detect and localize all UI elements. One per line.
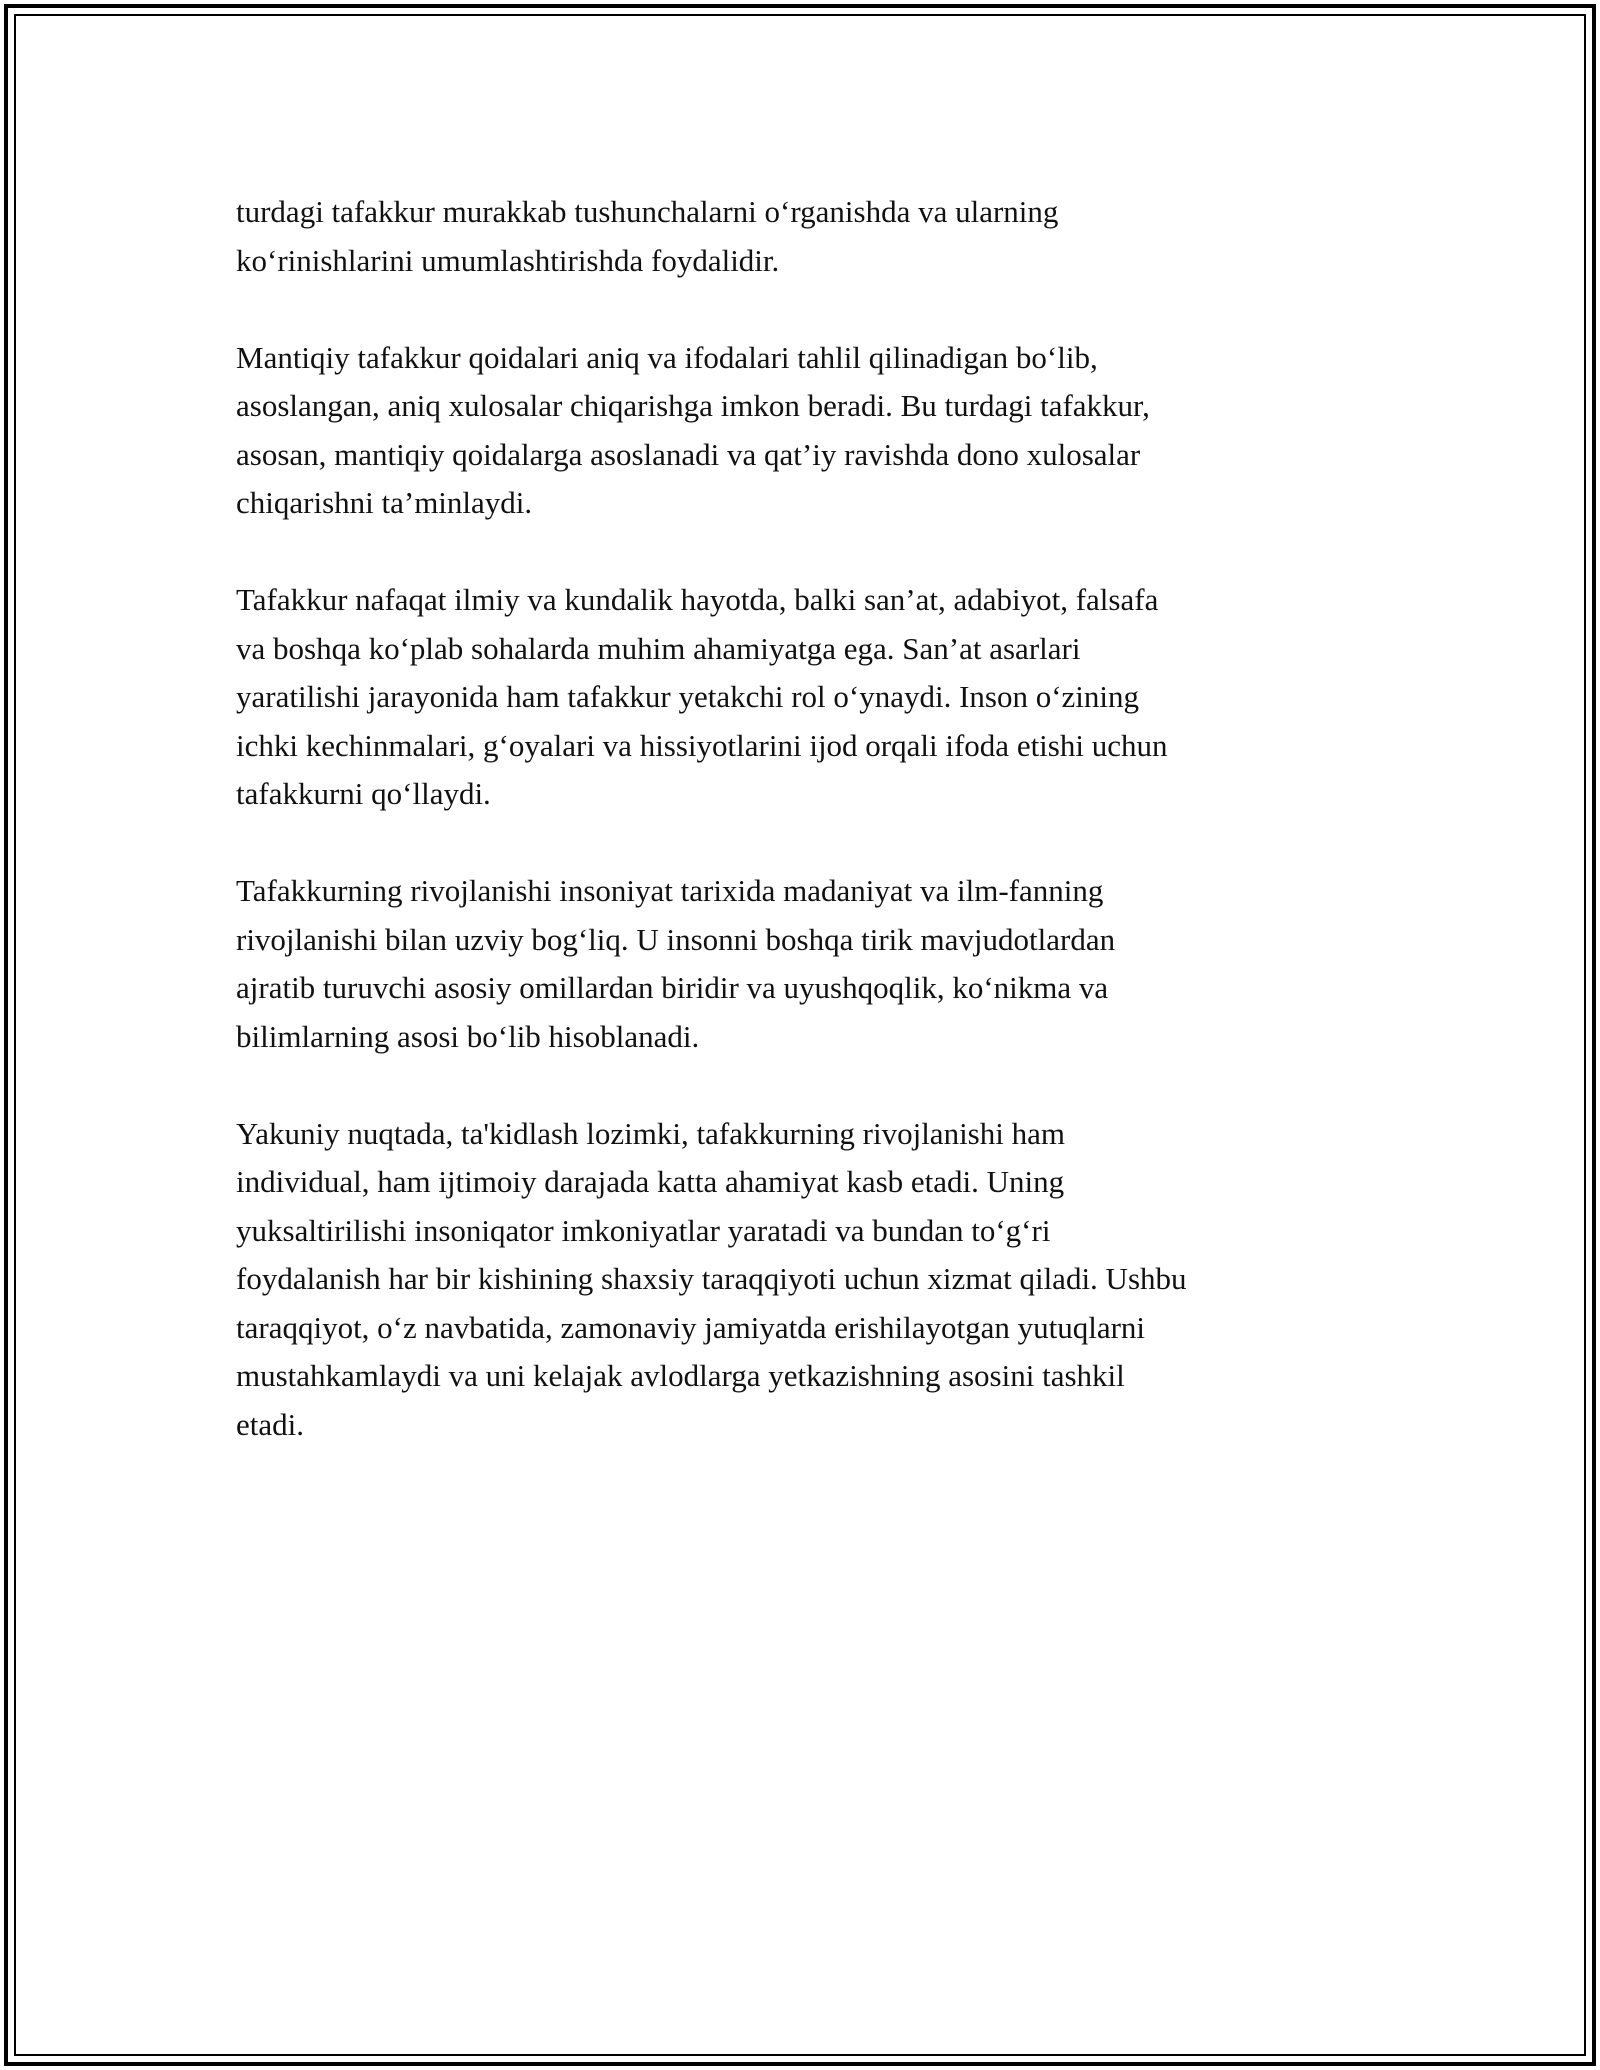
paragraph-4: Tafakkurning rivojlanishi insoniyat tarixida madaniyat va ilm-fanning rivojlanishi bilan uzviy bogʻliq. U insonni boshqa tirik mavjudotlardan ajratib turuvchi asosiy omillardan biridir va uyushqoqlik, koʻnikma va bilimlarning asosi boʻlib hisoblanadi. xyxy=(236,873,1116,1054)
paragraph-3: Tafakkur nafaqat ilmiy va kundalik hayotda, balki san’at, adabiyot, falsafa va boshqa koʻplab sohalarda muhim ahamiyatga ega. San’at asarlari yaratilishi jarayonida ham tafakkur yetakchi rol oʻynaydi. Inson oʻzining ichki kechinmalari, gʻoyalari va hissiyotlarini ijod orqali ifoda etishi uchun tafakkurni qoʻllaydi. xyxy=(236,582,1168,811)
document-body xyxy=(236,188,1376,1498)
paragraph-2: Mantiqiy tafakkur qoidalari aniq va ifodalari tahlil qilinadigan boʻlib, asoslangan, aniq xulosalar chiqarishga imkon beradi. Bu turdagi tafakkur, asosan, mantiqiy qoidalarga asoslanadi va qat’iy ravishda dono xulosalar chiqarishni ta’minlaydi. xyxy=(236,339,1150,520)
paragraph-1: turdagi tafakkur murakkab tushunchalarni oʻrganishda va ularning koʻrinishlarini umumlashtirishda foydalidir. xyxy=(236,194,1059,278)
paragraph-5: Yakuniy nuqtada, ta'kidlash lozimki, tafakkurning rivojlanishi ham individual, ham ijtimoiy darajada katta ahamiyat kasb etadi. Uning yuksaltirilishi insoniqator imkoniyatlar yaratadi va bundan toʻgʻri foydalanish har bir kishining shaxsiy taraqqiyoti uchun xizmat qiladi. Ushbu taraqqiyot, oʻz navbatida, zamonaviy jamiyatda erishilayotgan yutuqlarni mustahkamlaydi va uni kelajak avlodlarga yetkazishning asosini tashkil etadi. xyxy=(236,1115,1187,1442)
